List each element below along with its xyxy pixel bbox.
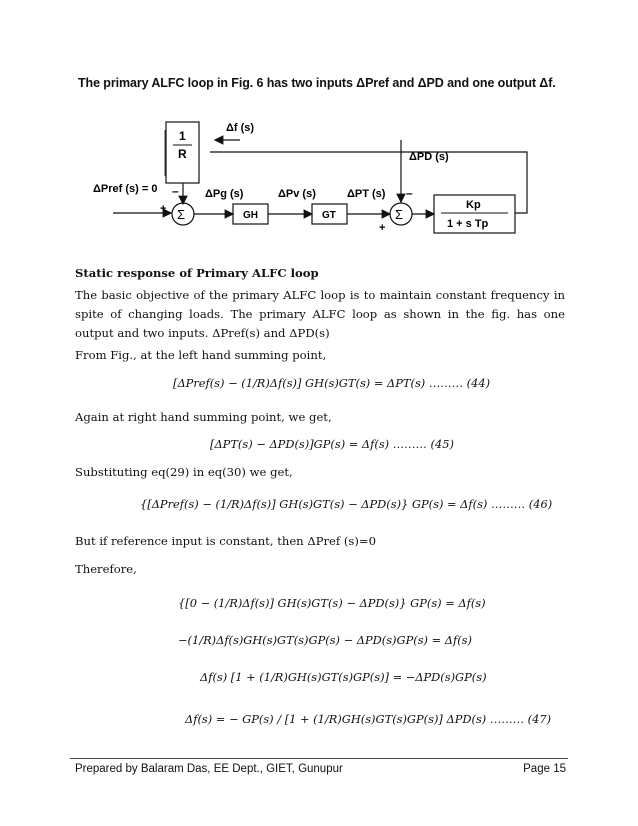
sign-minus-left: –	[172, 184, 179, 198]
text-therefore: Therefore,	[75, 562, 137, 576]
figure-caption: The primary ALFC loop in Fig. 6 has two inputs ΔPref and ΔPD and one output Δf.	[78, 76, 556, 90]
alfc-block-diagram	[0, 100, 638, 245]
text-but-if: But if reference input is constant, then ΔPref (s)=0	[75, 534, 376, 548]
svg-text:Σ: Σ	[395, 207, 404, 222]
equation-step-2: −(1/R)Δf(s)GH(s)GT(s)GP(s) − ΔPD(s)GP(s) = Δf(s)	[178, 633, 472, 647]
section-heading: Static response of Primary ALFC loop	[75, 266, 319, 280]
equation-47: Δf(s) = − GP(s) / [1 + (1/R)GH(s)GT(s)GP(s)] ΔPD(s) ……… (47)	[185, 712, 552, 726]
equation-45: [ΔPT(s) − ΔPD(s)]GP(s) = Δf(s) ……… (45)	[210, 437, 454, 451]
sign-plus-right: +	[379, 222, 386, 234]
footer-author: Prepared by Balaram Das, EE Dept., GIET, Gunupur	[75, 763, 343, 775]
footer-page-number: Page 15	[523, 763, 566, 775]
footer-divider	[70, 758, 568, 759]
equation-44: [ΔPref(s) − (1/R)Δf(s)] GH(s)GT(s) = ΔPT(s) ……… (44)	[173, 376, 491, 390]
one-over-r-den: R	[178, 147, 187, 161]
equation-step-1: {[0 − (1/R)Δf(s)] GH(s)GT(s) − ΔPD(s)} GP(s) = Δf(s)	[178, 596, 486, 610]
feedback-label: Δf (s)	[226, 122, 255, 134]
gt-label: GT	[322, 210, 336, 221]
sign-plus-left: +	[160, 203, 167, 215]
equation-46: {[ΔPref(s) − (1/R)Δf(s)] GH(s)GT(s) − ΔPD(s)} GP(s) = Δf(s) ……… (46)	[140, 497, 553, 511]
paragraph-objective: The basic objective of the primary ALFC loop is to maintain constant frequency in spite of changing loads. The primary ALFC loop as shown in the fig. has one output and two inputs. ΔPref(s) and ΔPD(s)	[75, 288, 565, 340]
svg-text:Σ: Σ	[177, 207, 186, 222]
text-substituting: Substituting eq(29) in eq(30) we get,	[75, 465, 293, 479]
text-again: Again at right hand summing point, we get,	[75, 410, 332, 424]
sign-minus-right: –	[406, 186, 413, 200]
one-over-r-num: 1	[179, 129, 186, 143]
pref-label: ΔPref (s) = 0	[93, 183, 158, 195]
text-from-fig: From Fig., at the left hand summing point,	[75, 348, 327, 362]
tp-den: 1 + s Tp	[447, 218, 489, 230]
kp-label: Kp	[466, 199, 481, 211]
gh-label: GH	[243, 210, 258, 221]
pd-label: ΔPD (s)	[409, 151, 449, 163]
pg-label: ΔPg (s)	[205, 188, 244, 200]
pv-label: ΔPv (s)	[278, 188, 316, 200]
equation-step-3: Δf(s) [1 + (1/R)GH(s)GT(s)GP(s)] = −ΔPD(s)GP(s)	[200, 670, 487, 684]
pt-label: ΔPT (s)	[347, 188, 386, 200]
